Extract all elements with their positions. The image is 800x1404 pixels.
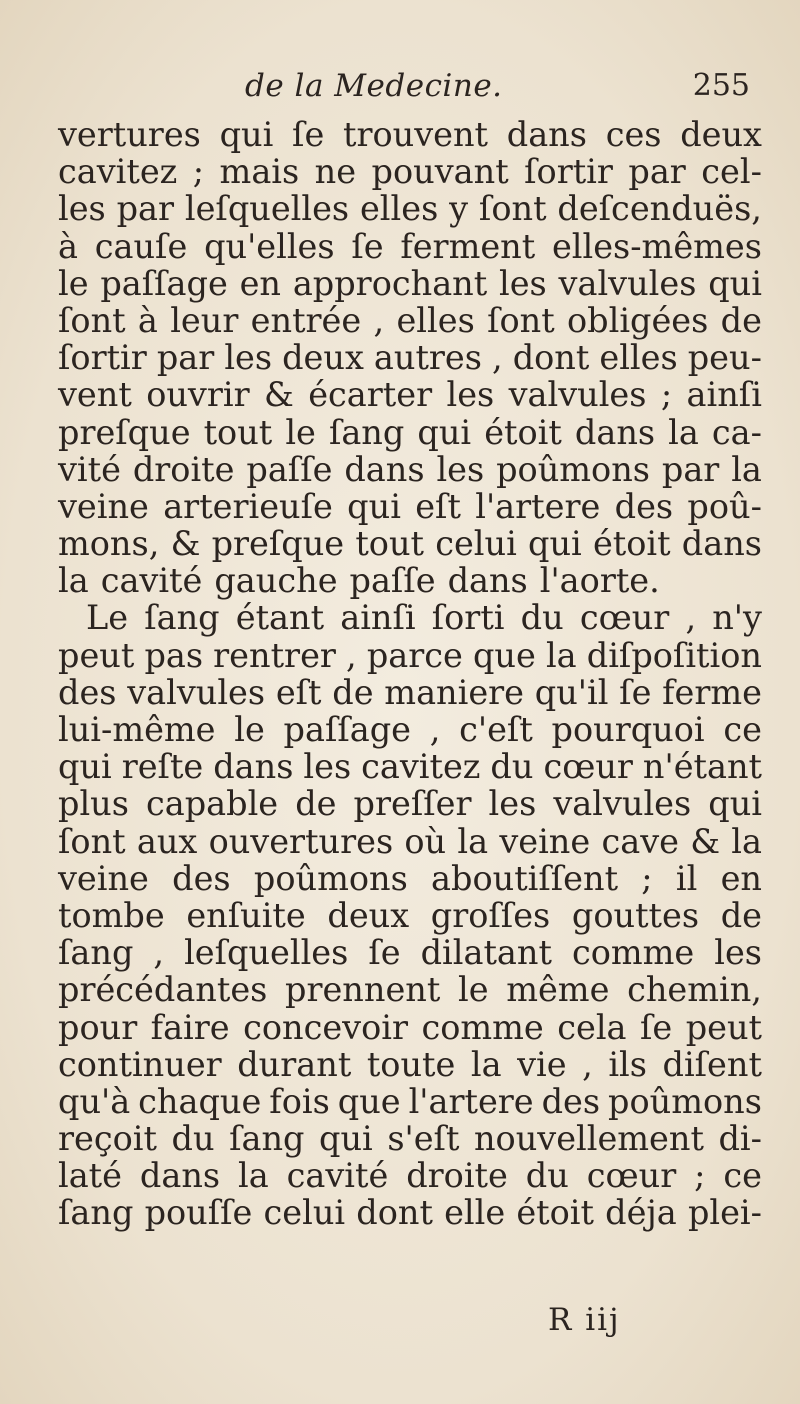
page-header — [60, 68, 750, 108]
word: que — [337, 1081, 401, 1121]
word: la — [58, 561, 89, 601]
word: que — [472, 635, 536, 675]
word: ils — [608, 1044, 647, 1084]
word: leſquelles — [184, 189, 350, 229]
text-line — [58, 451, 762, 488]
word: ; — [641, 858, 653, 898]
word: elles — [599, 338, 678, 378]
word: & — [170, 524, 201, 564]
word: cavité — [286, 1156, 389, 1196]
word: du — [520, 598, 564, 638]
word: elles-mêmes — [551, 226, 762, 266]
word: deux — [680, 115, 762, 154]
word: la — [238, 1156, 269, 1196]
word: preſque — [58, 412, 191, 452]
word: , — [153, 933, 165, 973]
word: valvules — [508, 375, 647, 415]
word: reſte — [121, 747, 204, 787]
text-line — [58, 1157, 762, 1194]
word: qu'il — [534, 672, 609, 712]
word: écarter — [308, 375, 433, 415]
word: qu'elles — [204, 226, 335, 266]
word: en — [720, 858, 762, 898]
word: arterieuſe — [163, 486, 333, 526]
word: diſent — [662, 1044, 762, 1084]
word: deux — [282, 338, 364, 378]
word: toute — [366, 1044, 456, 1084]
word: qui — [58, 747, 112, 787]
word: diſpoſition — [586, 635, 762, 675]
running-title: de la Medecine. — [245, 68, 503, 104]
word: obligées — [567, 300, 709, 340]
word: aux — [136, 821, 198, 861]
word: dans — [574, 412, 656, 452]
word: cel- — [701, 152, 762, 192]
word: dans — [506, 115, 587, 154]
word: les — [224, 338, 273, 378]
word: le — [285, 412, 316, 452]
word: entrée — [250, 300, 362, 340]
word: , — [373, 300, 385, 340]
page-number: 255 — [692, 68, 750, 103]
text-line — [58, 748, 762, 785]
word: ainſi — [340, 598, 416, 638]
word: n'étant — [642, 747, 762, 787]
word: ſorti — [431, 598, 505, 638]
word: la — [731, 449, 762, 489]
word: cavitez — [361, 747, 481, 787]
text-line — [58, 339, 762, 376]
text-line — [58, 971, 762, 1008]
text-line — [58, 376, 762, 413]
word: cavitez — [58, 152, 178, 192]
word: enſuite — [186, 895, 306, 935]
text-line — [58, 116, 762, 153]
signature-mark: R iij — [548, 1302, 621, 1338]
word: cœur — [543, 747, 633, 787]
word: par — [116, 189, 175, 229]
text-line — [58, 823, 762, 860]
word: paſſe — [246, 449, 333, 489]
word: la — [470, 1044, 502, 1084]
word: ouvrir — [146, 375, 250, 415]
word: ſe — [619, 672, 652, 712]
word: leſquelles — [184, 933, 349, 973]
word: trouvent — [343, 115, 489, 154]
word: comme — [421, 1007, 544, 1047]
word: elles — [359, 189, 439, 229]
word: qui — [417, 412, 472, 452]
word: la — [731, 821, 762, 861]
word: faire — [150, 1007, 230, 1047]
word: droite — [406, 1156, 508, 1196]
text-line — [58, 711, 762, 748]
word: gauche — [214, 561, 338, 601]
word: peut — [685, 1007, 762, 1047]
word: du — [525, 1156, 569, 1196]
word: preſque — [211, 524, 345, 564]
word: continuer — [58, 1044, 222, 1084]
word: étoit — [516, 1193, 594, 1233]
word: vité — [58, 449, 121, 489]
word: cœur — [586, 1156, 677, 1196]
word: du — [171, 1119, 215, 1159]
word: pouvant — [371, 152, 509, 192]
word: dans — [139, 1156, 221, 1196]
word: les — [714, 933, 762, 973]
word: à — [137, 300, 158, 340]
word: ſang — [58, 1193, 134, 1233]
word: pas — [144, 635, 204, 675]
word: poûmons — [253, 858, 408, 898]
word: les — [436, 449, 485, 489]
word: poûmons — [496, 449, 650, 489]
word: peut — [58, 635, 135, 675]
word: tout — [355, 524, 424, 564]
word: il — [675, 858, 698, 898]
text-line — [58, 562, 762, 599]
word: vent — [58, 375, 132, 415]
word: cave — [601, 821, 679, 861]
word: qu'à — [58, 1081, 131, 1121]
word: précédantes — [58, 970, 268, 1010]
word: des — [541, 1081, 601, 1121]
word: , — [429, 710, 441, 749]
word: mons, — [58, 524, 160, 564]
word: ſortir — [524, 152, 613, 192]
word: ſont — [487, 300, 555, 340]
word: tombe — [58, 895, 165, 935]
word: qui — [219, 115, 274, 154]
word: même — [506, 970, 610, 1010]
word: qui — [347, 486, 401, 526]
word: en — [239, 263, 282, 303]
word: les — [488, 784, 537, 824]
word: capable — [146, 784, 279, 824]
word: ſang — [144, 598, 220, 638]
word: plus — [58, 784, 129, 824]
text-line — [58, 228, 762, 265]
word: poû- — [687, 486, 762, 526]
word: qui — [528, 524, 582, 564]
text-line — [58, 525, 762, 562]
word: dilatant — [420, 933, 552, 973]
word: le — [234, 710, 265, 749]
word: ſortir — [58, 338, 147, 378]
word: cela — [557, 1007, 627, 1047]
word: dans — [213, 747, 294, 787]
word: y — [449, 189, 469, 229]
word: gouttes — [571, 895, 700, 935]
word: où — [404, 821, 447, 861]
word: parce — [366, 635, 463, 675]
word: chaque — [138, 1081, 262, 1121]
word: étant — [235, 598, 325, 638]
word: étoit — [592, 524, 671, 564]
word: par — [156, 338, 215, 378]
word: cœur — [579, 598, 670, 638]
word: chemin, — [627, 970, 762, 1010]
word: , — [685, 598, 697, 638]
word: n'y — [712, 598, 762, 638]
word: , — [582, 1044, 593, 1084]
word: ; — [694, 1156, 706, 1196]
word: ſang — [229, 1119, 305, 1159]
word: l'artere — [408, 1081, 534, 1121]
word: reçoit — [58, 1119, 157, 1159]
word: qui — [319, 1119, 373, 1159]
text-line — [58, 934, 762, 971]
text-line — [58, 414, 762, 451]
word: de — [720, 895, 762, 935]
word: vertures — [58, 115, 201, 154]
word: veine — [499, 821, 591, 861]
text-line — [58, 1194, 762, 1231]
word: celui — [263, 1193, 346, 1233]
body-text — [58, 116, 762, 1232]
word: poûmons — [608, 1081, 762, 1121]
text-line — [58, 785, 762, 822]
word: ſont — [58, 821, 126, 861]
word: , — [491, 338, 503, 378]
word: ; — [192, 152, 205, 192]
word: rentrer — [213, 635, 336, 675]
word: , — [346, 635, 357, 675]
word: valvules — [553, 784, 692, 824]
word: di- — [718, 1119, 762, 1159]
word: par — [628, 152, 686, 192]
word: paſſe — [349, 561, 436, 601]
word: approchant — [292, 263, 488, 303]
word: la — [668, 412, 699, 452]
word: de — [720, 300, 762, 340]
word: cauſe — [94, 226, 188, 266]
word: vie — [517, 1044, 567, 1084]
word: groſſes — [430, 895, 551, 935]
word: preſſer — [353, 784, 472, 824]
word: ſe — [639, 1007, 673, 1047]
word: pourquoi — [551, 710, 705, 749]
word: ca- — [711, 412, 762, 452]
word: la — [457, 821, 489, 861]
word: ouvertures — [208, 821, 394, 861]
text-line — [58, 302, 762, 339]
word: Le — [86, 598, 129, 638]
word: par — [661, 449, 720, 489]
word: dont — [512, 338, 590, 378]
text-line — [58, 674, 762, 711]
word: ce — [723, 1156, 762, 1196]
word: valvules — [558, 263, 697, 303]
word: veine — [58, 858, 149, 898]
word: celui — [435, 524, 517, 564]
word: lui-même — [58, 710, 216, 749]
word: comme — [571, 933, 695, 973]
word: du — [490, 747, 534, 787]
word: déja — [605, 1193, 677, 1233]
word: paſſage — [283, 710, 411, 749]
word: laté — [58, 1156, 122, 1196]
word: nouvellement — [473, 1119, 704, 1159]
word: deſcenduës, — [557, 189, 762, 229]
word: deux — [327, 895, 410, 935]
word: qui — [708, 784, 762, 824]
word: ainſi — [686, 375, 762, 415]
word: la — [545, 635, 577, 675]
word: ; — [660, 375, 673, 415]
word: ces — [605, 115, 662, 154]
word: concevoir — [243, 1007, 408, 1047]
word: peu- — [687, 338, 762, 378]
word: pouſſe — [144, 1193, 253, 1233]
word: ferment — [400, 226, 536, 266]
word: ſang — [328, 412, 405, 452]
text-line — [58, 860, 762, 897]
word: tout — [203, 412, 273, 452]
word: & — [264, 375, 294, 415]
text-line — [58, 153, 762, 190]
text-line — [58, 599, 762, 636]
word: dans — [344, 449, 425, 489]
word: valvules — [127, 672, 266, 712]
word: autres — [373, 338, 482, 378]
word: cavité — [100, 561, 203, 601]
word: eſt — [275, 672, 322, 712]
word: maniere — [384, 672, 524, 712]
word: étoit — [484, 412, 562, 452]
text-line — [58, 637, 762, 674]
word: prennent — [285, 970, 441, 1010]
word: qui — [708, 263, 762, 303]
word: de — [332, 672, 374, 712]
word: le — [58, 263, 89, 303]
word: eſt — [415, 486, 461, 526]
word: plei- — [687, 1193, 762, 1233]
word: fois — [269, 1081, 330, 1121]
word: elles — [396, 300, 475, 340]
word: ferme — [662, 672, 762, 712]
word: & — [690, 821, 721, 861]
word: pour — [58, 1007, 138, 1047]
word: les — [499, 263, 547, 303]
word: dont — [356, 1193, 433, 1233]
word: dans — [447, 561, 528, 601]
word: de — [295, 784, 337, 824]
word: les — [303, 747, 352, 787]
word: ſe — [368, 933, 401, 973]
word: dans — [681, 524, 762, 564]
word: le — [458, 970, 489, 1010]
word: veine — [58, 486, 149, 526]
text-line — [58, 897, 762, 934]
text-line — [58, 1046, 762, 1083]
word: c'eſt — [459, 710, 533, 749]
text-line — [58, 488, 762, 525]
word: l'artere — [475, 486, 601, 526]
text-line — [58, 190, 762, 227]
text-line — [58, 1009, 762, 1046]
word: ſont — [478, 189, 547, 229]
text-line — [58, 1083, 762, 1120]
word: des — [614, 486, 674, 526]
text-line — [58, 1120, 762, 1157]
word: mais — [219, 152, 300, 192]
word: les — [58, 189, 106, 229]
word: ſang — [58, 933, 134, 973]
word: paſſage — [100, 263, 228, 303]
word: durant — [237, 1044, 352, 1084]
text-line — [58, 265, 762, 302]
word: l'aorte. — [539, 561, 660, 601]
word: ce — [723, 710, 762, 749]
word: droite — [132, 449, 235, 489]
word: à — [58, 226, 78, 266]
word: des — [58, 672, 117, 712]
word: leur — [170, 300, 239, 340]
word: ſe — [292, 115, 325, 154]
word: ſe — [351, 226, 384, 266]
word: elle — [444, 1193, 506, 1233]
word: s'eſt — [387, 1119, 460, 1159]
word: aboutiſſent — [431, 858, 619, 898]
word: ſont — [58, 300, 126, 340]
word: les — [446, 375, 495, 415]
word: des — [172, 858, 231, 898]
word: ne — [314, 152, 357, 192]
